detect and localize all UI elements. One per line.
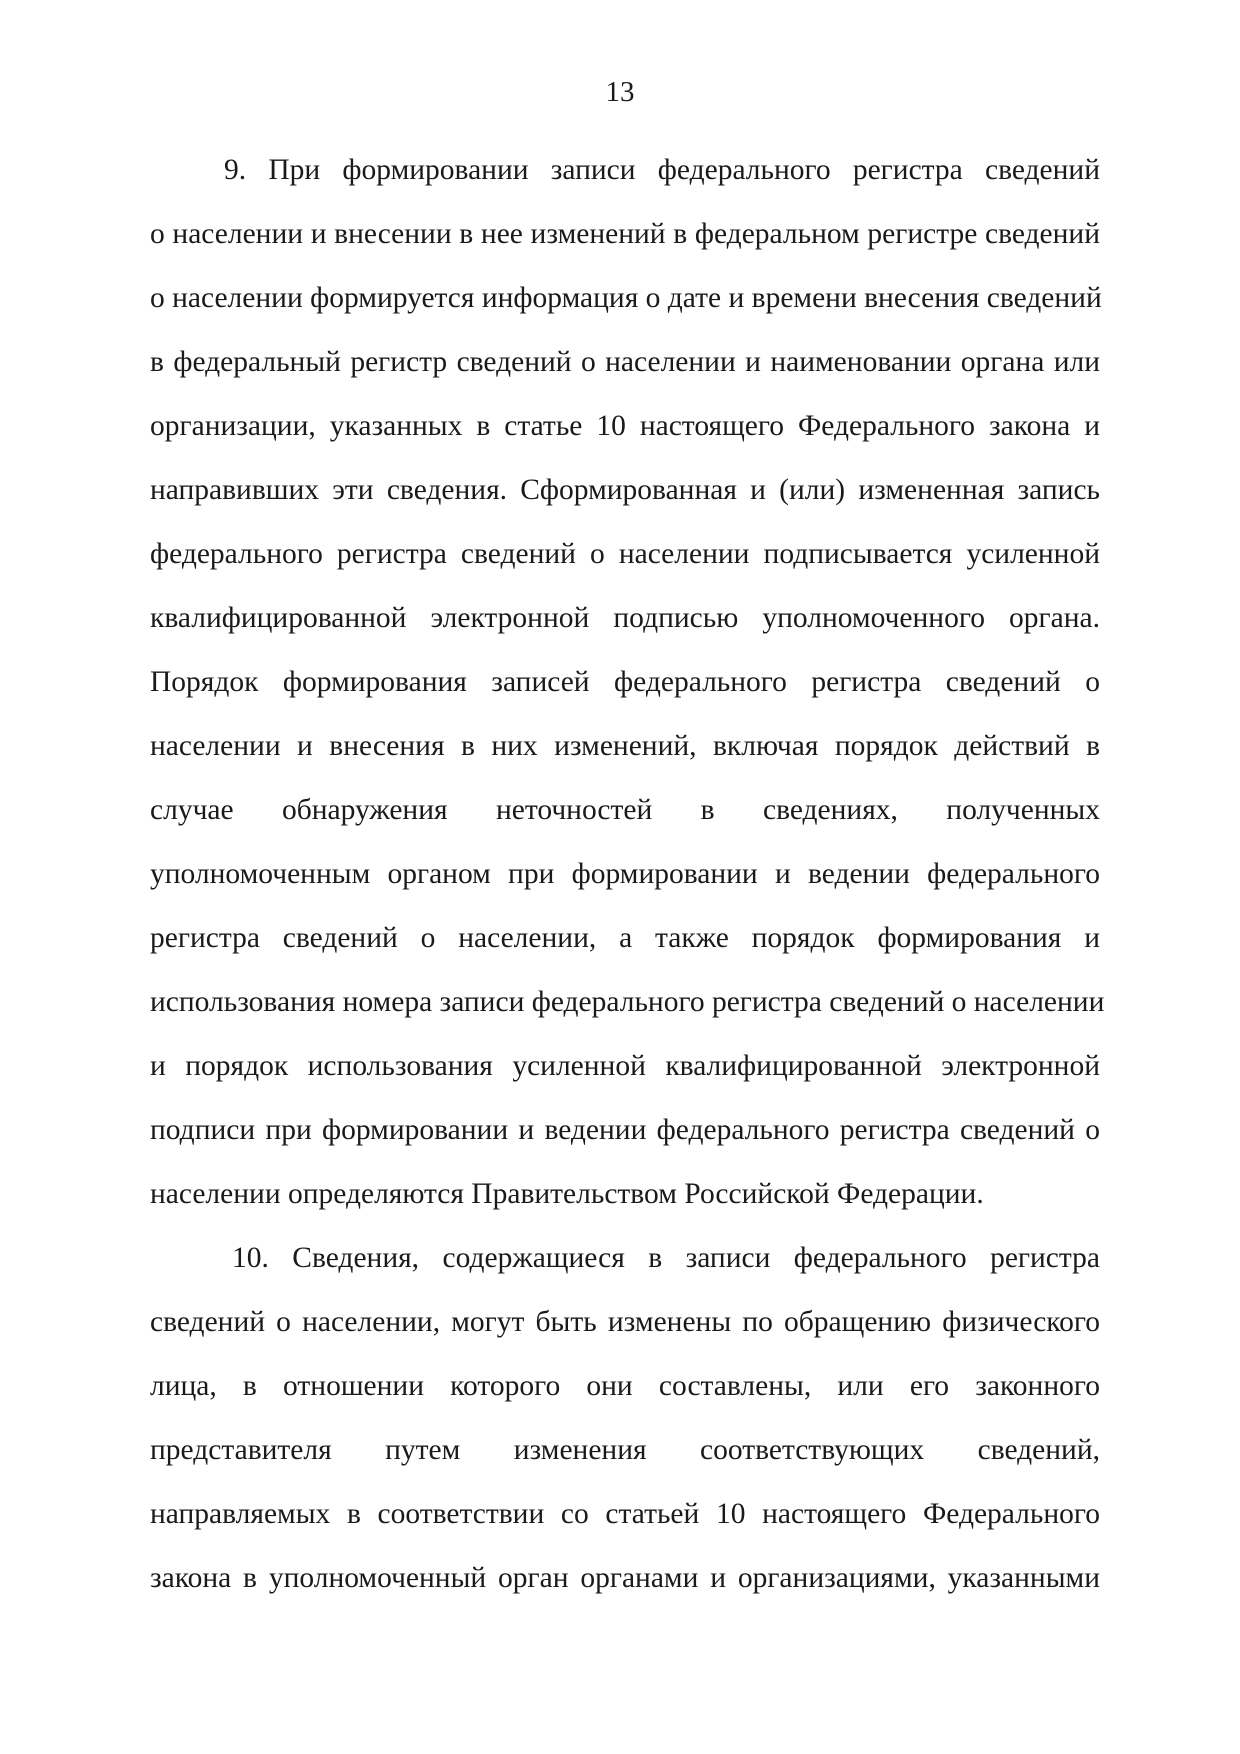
paragraph-9-line-11: случае обнаружения неточностей в сведениях, полученных bbox=[150, 794, 1100, 826]
paragraph-9-line-12: уполномоченным органом при формировании и ведении федерального bbox=[150, 858, 1100, 890]
paragraph-9-line-8: квалифицированной электронной подписью уполномоченного органа. bbox=[150, 602, 1100, 634]
paragraph-9-line-6: направивших эти сведения. Сформированная и (или) измененная запись bbox=[150, 474, 1100, 506]
paragraph-9-line-4: в федеральный регистр сведений о населении и наименовании органа или bbox=[150, 346, 1100, 378]
paragraph-9-line-1: 9. При формировании записи федерального регистра сведений bbox=[224, 154, 1100, 186]
paragraph-9-line-10: населении и внесения в них изменений, включая порядок действий в bbox=[150, 730, 1100, 762]
paragraph-10-line-5: направляемых в соответствии со статьей 10 настоящего Федерального bbox=[150, 1498, 1100, 1530]
paragraph-9-line-17: населении определяются Правительством Российской Федерации. bbox=[150, 1178, 984, 1210]
paragraph-9-line-3: о населении формируется информация о дате и времени внесения сведений bbox=[150, 282, 1102, 314]
paragraph-9-line-16: подписи при формировании и ведении федерального регистра сведений о bbox=[150, 1114, 1100, 1146]
paragraph-9-line-5: организации, указанных в статье 10 настоящего Федерального закона и bbox=[150, 410, 1100, 442]
paragraph-10-line-2: сведений о населении, могут быть изменены по обращению физического bbox=[150, 1306, 1100, 1338]
document-body bbox=[150, 138, 1105, 1610]
paragraph-9-line-15: и порядок использования усиленной квалифицированной электронной bbox=[150, 1050, 1100, 1082]
paragraph-9-line-14: использования номера записи федерального регистра сведений о населении bbox=[150, 986, 1105, 1018]
paragraph-10-line-4: представителя путем изменения соответствующих сведений, bbox=[150, 1434, 1100, 1466]
paragraph-10-line-6: закона в уполномоченный орган органами и организациями, указанными bbox=[150, 1562, 1100, 1594]
paragraph-9-line-7: федерального регистра сведений о населении подписывается усиленной bbox=[150, 538, 1100, 570]
paragraph-10-line-1: 10. Сведения, содержащиеся в записи федерального регистра bbox=[232, 1242, 1100, 1274]
paragraph-9-line-13: регистра сведений о населении, а также порядок формирования и bbox=[150, 922, 1100, 954]
paragraph-9-line-9: Порядок формирования записей федерального регистра сведений о bbox=[150, 666, 1100, 698]
paragraph-10-line-3: лица, в отношении которого они составлены, или его законного bbox=[150, 1370, 1100, 1402]
page-number: 13 bbox=[605, 76, 635, 108]
paragraph-9-line-2: о населении и внесении в нее изменений в федеральном регистре сведений bbox=[150, 218, 1100, 250]
